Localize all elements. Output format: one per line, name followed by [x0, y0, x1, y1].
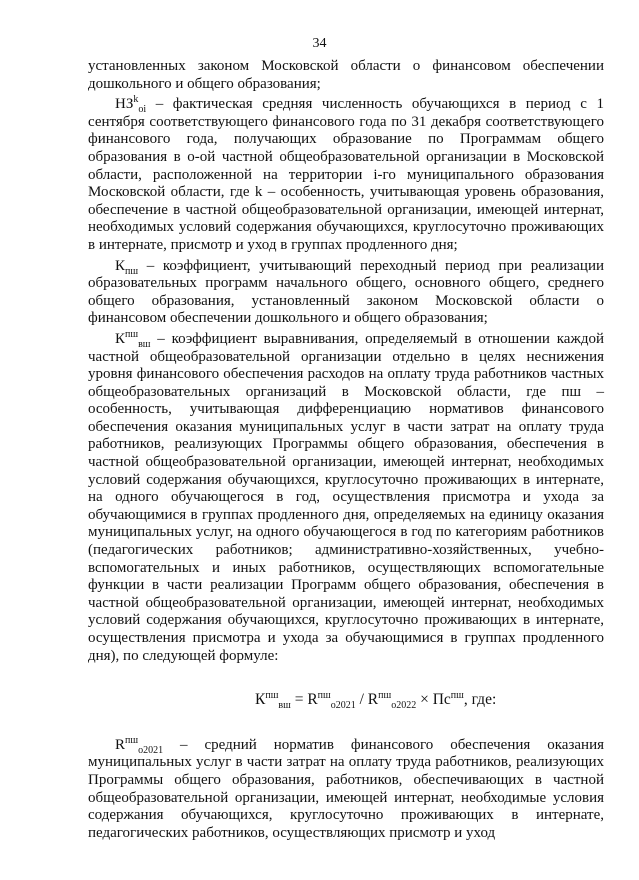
- paragraph-r-definition: [88, 734, 604, 843]
- document-body: [88, 58, 604, 842]
- paragraph-text: – фактическая средняя численность обучающихся в период с 1 сентября соответствующего финансового года по 31 декабря соответствующего финансового года, получающих образование по Программам общего образования в о-ой частной общеобразовательной организации в Московской области, расположенной на территории i-го муниципального образования Московской области, где k – особенность, учитывающая уровень образования, обеспечение в частной общеобразовательной организации, имеющей интернат, необходимых условий содержания обучающихся, круглосуточно проживающих в интернате, присмотр и уход в группах продленного дня;: [88, 96, 604, 253]
- paragraph-kpsh-definition: [88, 258, 604, 328]
- page-number: 34: [312, 36, 327, 51]
- paragraph-intro: [88, 58, 604, 93]
- paragraph-text: установленных законом Московской области о финансовом обеспечении дошкольного и общего образования;: [88, 58, 604, 92]
- paragraph-text: – коэффициент выравнивания, определяемый в отношении каждой частной общеобразовательной организации отдельно в целях неснижения уровня финансового обеспечения расходов на оплату труда работников частных общеобразовательных организаций в Московской области, где пш – особенность, учитывающая дифференциацию нормативов финансового обеспечения оказания муниципальных услуг в части затрат на оплату труда работников, реализующих Программы общего образования, обеспечения в частной общеобразовательной организации, имеющей интернат, необходимых условий содержания обучающихся, круглосуточно проживающих в интернате, на одного обучающегося в год, осуществления присмотра и ухода за обучающимися в группах продленного дня, определяемых на единицу оказания муниципальных услуг, на одного обучающегося в год по категориям работников (педагогических работников; административно-хозяйственных, учебно-вспомогательных и иных работников, осуществляющих вспомогательные функции в части реализации Программ общего образования, обеспечения в частной общеобразовательной организации, имеющей интернат, необходимых условий содержания обучающихся, круглосуточно проживающих в интернате, осуществления присмотра и ухода за обучающимися в группах продленного дня), по следующей формуле:: [88, 330, 604, 664]
- paragraph-kvsh-definition: [88, 328, 604, 665]
- symbol-nz: $НЗ^k_{oi}$: [115, 94, 147, 116]
- symbol-r2021: $R^{пш}_{o2021}$: [115, 734, 164, 756]
- symbol-kpsh: $К_{пш}$: [115, 257, 139, 277]
- paragraph-text: – коэффициент, учитывающий переходный период при реализации образовательных программ начального общего, основного общего, среднего общего образования, установленный законом Московской области о финансовом обеспечении дошкольного и общего образования;: [88, 257, 604, 327]
- paragraph-nz-definition: [88, 96, 604, 254]
- formula: $К^{пш}_{вш} = R^{пш}_{o2021} / R^{пш}_{o2022} \times Пс^{пш}$, где:: [255, 690, 497, 712]
- symbol-kvsh: $К^{пш}_{вш}$: [115, 328, 151, 350]
- paragraph-text: – средний норматив финансового обеспечения оказания муниципальных услуг в части затрат на оплату труда работников, реализующих Программы общего образования, работников, обеспечивающих в частной общеобразовательной организации, имеющей интернат, необходимые условия содержания обучающихся, круглосуточно проживающих в интернате, педагогических работников, осуществляющих присмотр и уход: [88, 736, 604, 841]
